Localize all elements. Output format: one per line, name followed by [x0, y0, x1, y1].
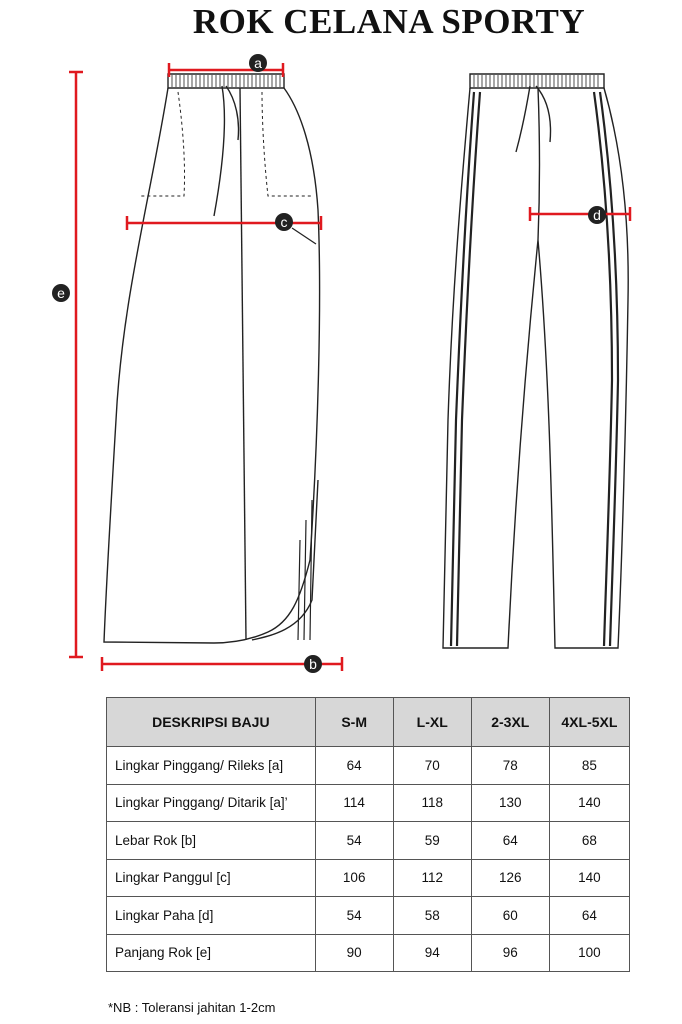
label-a [249, 54, 267, 72]
skirt-pocket-right [262, 92, 312, 196]
table-row [107, 934, 630, 972]
table-cell: 78 [471, 747, 549, 785]
measure-d-line [530, 207, 630, 221]
pants-drawstring [516, 86, 550, 152]
measure-c-pointer [292, 228, 316, 244]
table-cell: 140 [549, 859, 629, 897]
table-row [107, 747, 630, 785]
size-table-header-row [107, 698, 630, 747]
size-table [106, 697, 630, 972]
skirt-drawstring [214, 86, 239, 216]
skirt-drawing [104, 74, 320, 643]
row-description: Lingkar Panggul [c] [107, 859, 316, 897]
header-size-s-m: S-M [315, 698, 393, 747]
table-cell: 64 [315, 747, 393, 785]
row-description: Lebar Rok [b] [107, 822, 316, 860]
table-cell: 112 [393, 859, 471, 897]
table-row [107, 784, 630, 822]
label-d-text: d [593, 207, 601, 223]
table-cell: 64 [471, 822, 549, 860]
label-b-text: b [309, 656, 317, 672]
table-cell: 96 [471, 934, 549, 972]
table-cell: 90 [315, 934, 393, 972]
label-e [52, 284, 70, 302]
pants-center-seam [538, 88, 540, 240]
header-size-2-3xl: 2-3XL [471, 698, 549, 747]
skirt-waistband [168, 74, 284, 88]
table-row [107, 897, 630, 935]
label-a-text: a [254, 55, 262, 71]
label-c [275, 213, 293, 231]
table-cell: 130 [471, 784, 549, 822]
table-cell: 100 [549, 934, 629, 972]
label-e-text: e [57, 285, 65, 301]
table-cell: 94 [393, 934, 471, 972]
page-title: ROK CELANA SPORTY [192, 2, 586, 41]
table-cell: 85 [549, 747, 629, 785]
table-cell: 106 [315, 859, 393, 897]
table-cell: 126 [471, 859, 549, 897]
pants-body [443, 88, 628, 648]
skirt-pocket-left [140, 92, 185, 196]
skirt-body [104, 88, 320, 643]
pants-left-stripes [451, 92, 480, 646]
table-cell: 64 [549, 897, 629, 935]
measure-e-line [69, 72, 83, 657]
table-cell: 68 [549, 822, 629, 860]
table-cell: 118 [393, 784, 471, 822]
row-description: Panjang Rok [e] [107, 934, 316, 972]
pants-drawing [443, 74, 628, 648]
row-description: Lingkar Pinggang/ Rileks [a] [107, 747, 316, 785]
pants-right-stripes [594, 92, 618, 646]
skirt-hem-curve [252, 480, 318, 640]
label-b [304, 655, 322, 673]
label-d [588, 206, 606, 224]
row-description: Lingkar Paha [d] [107, 897, 316, 935]
table-cell: 70 [393, 747, 471, 785]
header-size-4xl-5xl: 4XL-5XL [549, 698, 629, 747]
table-cell: 114 [315, 784, 393, 822]
table-cell: 140 [549, 784, 629, 822]
label-c-text: c [280, 214, 288, 230]
skirt-wrap-edge [240, 88, 246, 640]
table-cell: 54 [315, 897, 393, 935]
table-row [107, 859, 630, 897]
row-description: Lingkar Pinggang/ Ditarik [a]’ [107, 784, 316, 822]
table-cell: 59 [393, 822, 471, 860]
header-size-l-xl: L-XL [393, 698, 471, 747]
tolerance-note: *NB : Toleransi jahitan 1-2cm [108, 1000, 276, 1015]
header-description: DESKRIPSI BAJU [107, 698, 316, 747]
table-cell: 54 [315, 822, 393, 860]
table-row [107, 822, 630, 860]
table-cell: 60 [471, 897, 549, 935]
table-cell: 58 [393, 897, 471, 935]
